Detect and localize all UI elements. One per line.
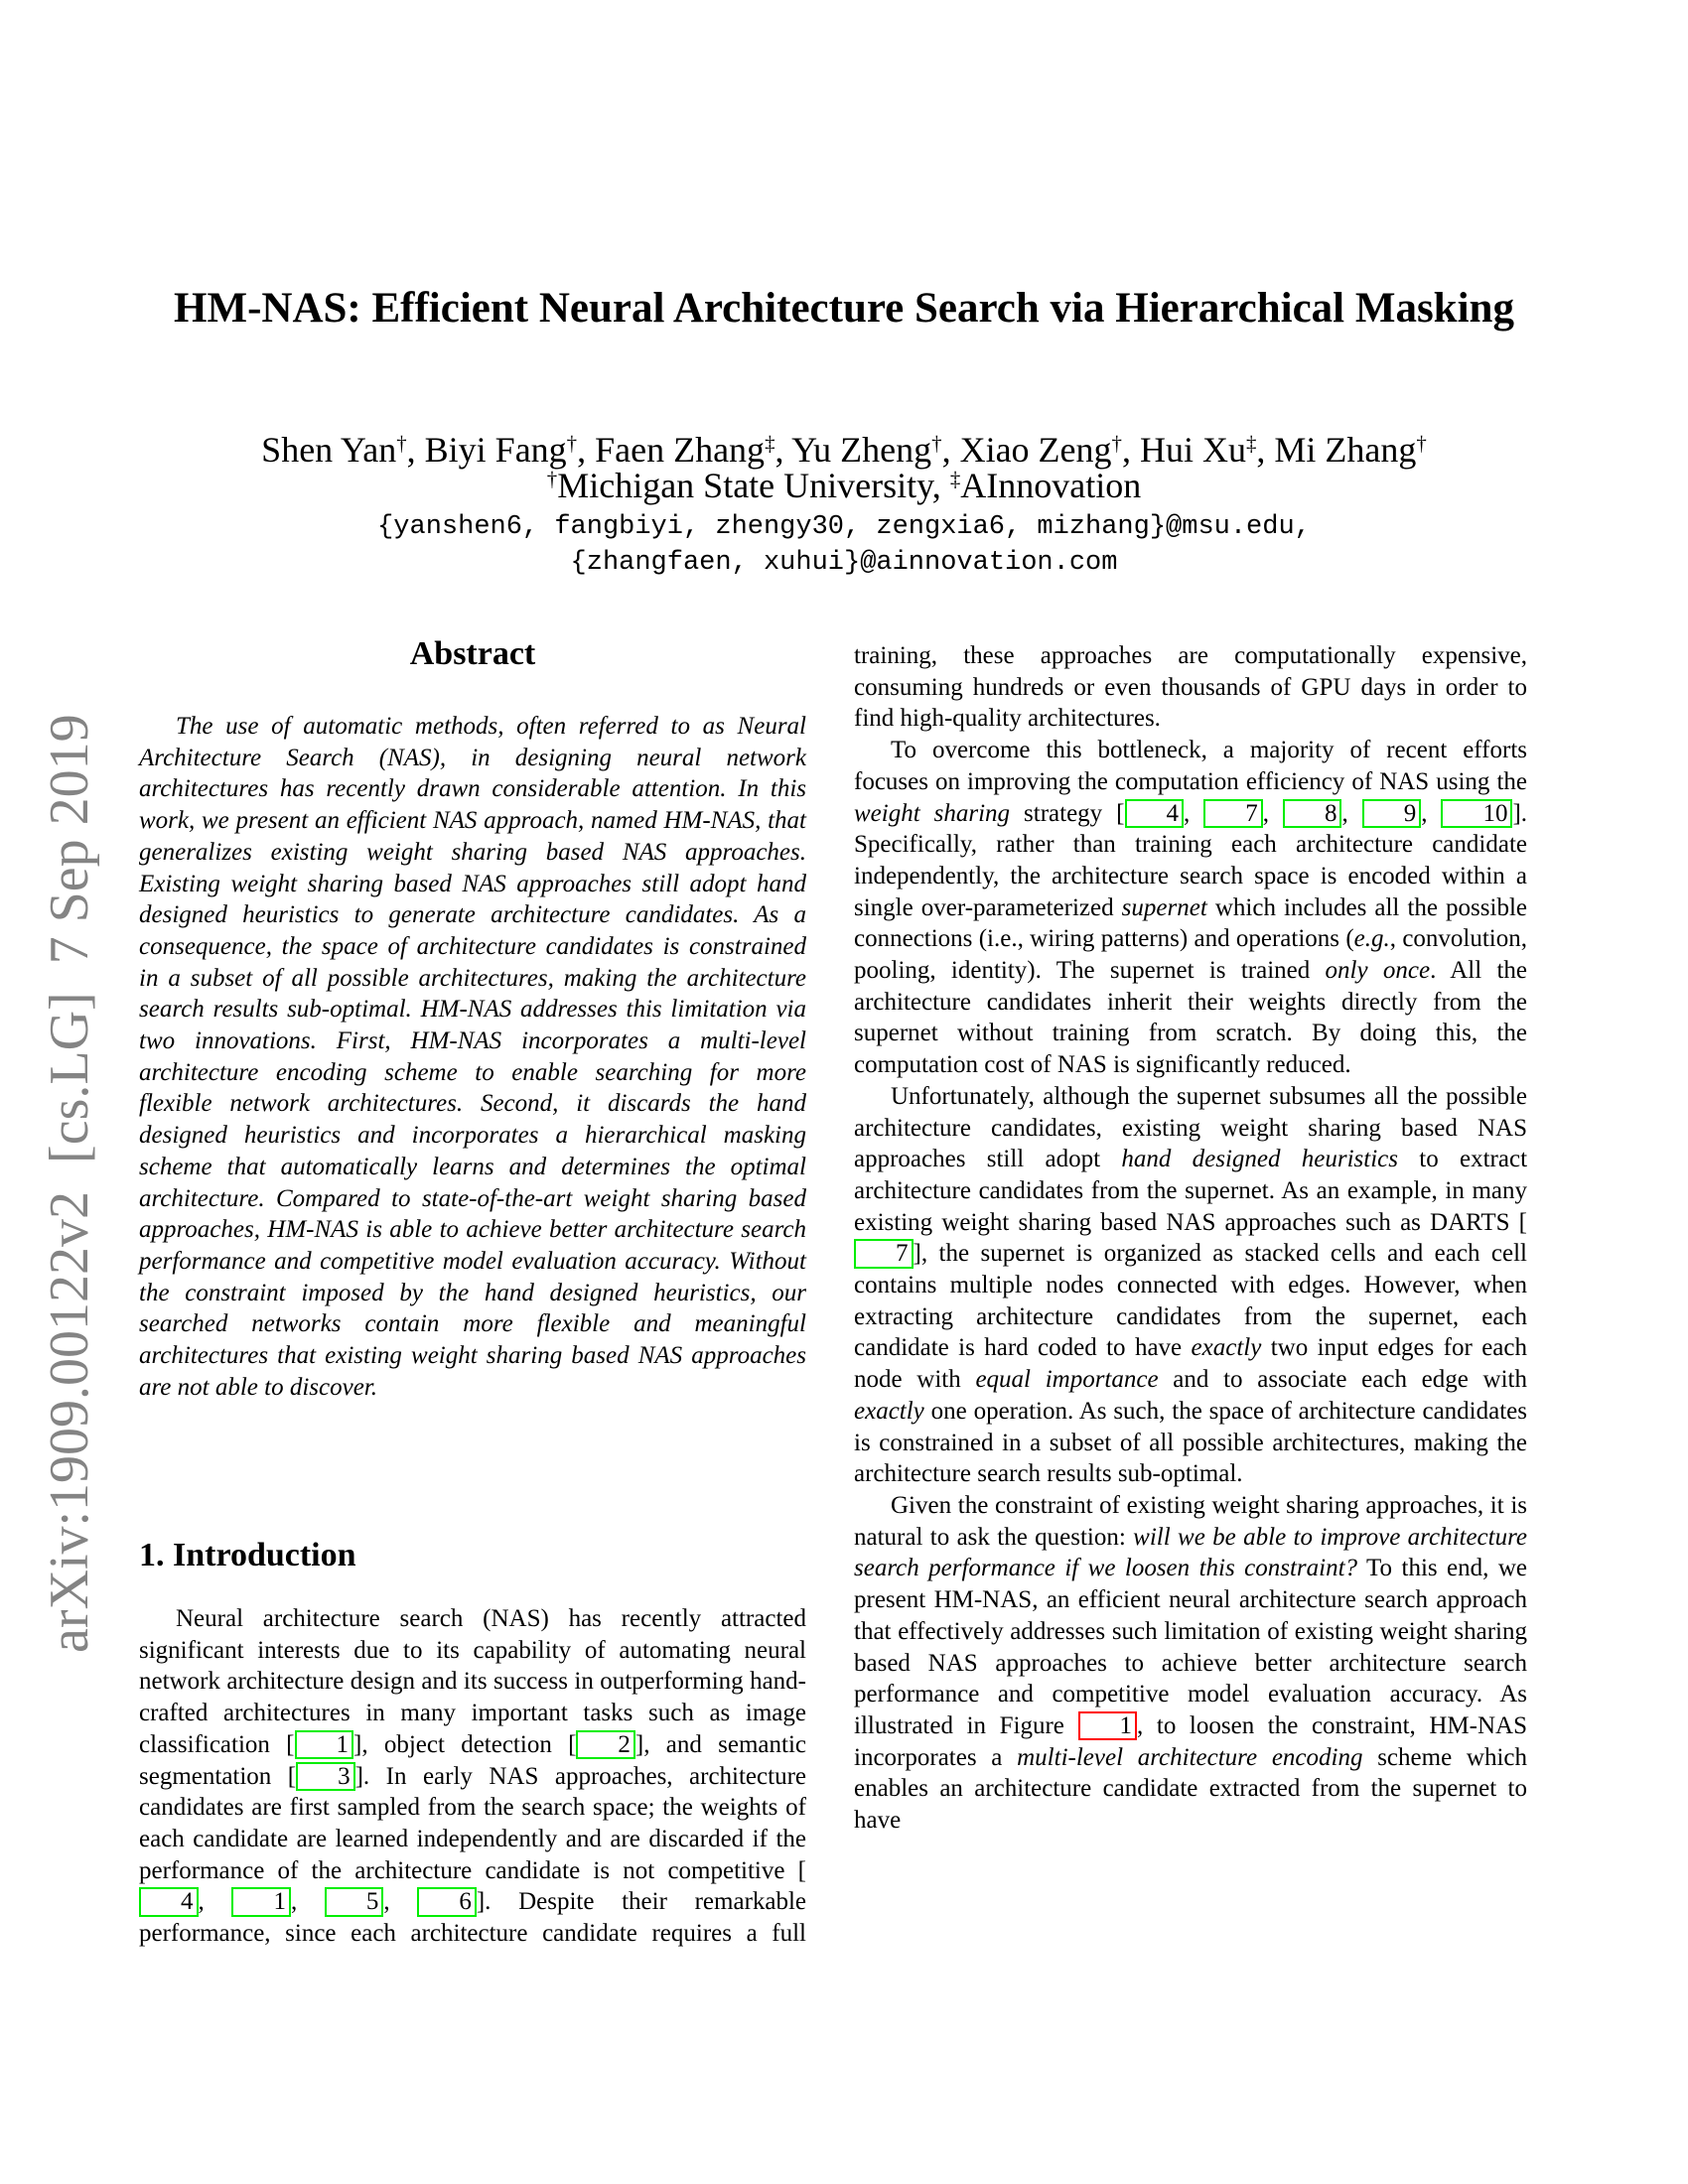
citation-link[interactable]: 9	[1362, 799, 1422, 829]
body-paragraph: training, these approaches are computationally expensive, consuming hundreds or even thousands of GPU days in order to find high-quality architectures.	[854, 642, 1527, 733]
affiliation-marker: ‡	[765, 431, 775, 456]
affiliation-marker: †	[546, 467, 558, 491]
citation-link[interactable]: 4	[1125, 799, 1185, 829]
body-paragraph: Unfortunately, although the supernet subsumes all the possible architecture candidates, existing weight sharing based NAS approaches still adopt hand designed heuristics to extract architecture candidates from the supernet. As an example, in many existing weight sharing based NAS approaches such as DARTS [7 ], the supernet is organized as stacked cells and each cell contains multiple nodes connected with edges. However, when extracting architecture candidates from the supernet, each candidate is hard coded to have exactly two input edges for each node with equal importance and to associate each edge with exactly one operation. As such, the space of architecture candidates is constrained in a subset of all possible architectures, making the architecture search results sub-optimal.	[854, 1082, 1528, 1488]
figure-ref-link[interactable]: 1	[1078, 1711, 1138, 1741]
affiliation-marker: ‡	[1245, 431, 1257, 456]
intro-column	[139, 1603, 806, 1950]
affiliation-marker: †	[1111, 431, 1122, 456]
body-paragraph: Given the constraint of existing weight sharing approaches, it is natural to ask the question: will we be able to improve architecture search performance if we loosen this constraint? To this end, we present HM-NAS, an efficient neural architecture search approach that effectively addresses such limitation of existing weight sharing based NAS approaches to achieve better architecture search performance and competitive model evaluation accuracy. As illustrated in Figure 1 , to loosen the constraint, HM-NAS incorporates a multi-level architecture encoding scheme which enables an architecture candidate extracted from the supernet to have	[854, 1491, 1527, 1835]
affiliation-marker: ‡	[949, 467, 961, 491]
citation-link[interactable]: 10	[1441, 799, 1512, 829]
citation-link[interactable]: 3	[296, 1762, 355, 1792]
citation-link[interactable]: 7	[1203, 799, 1263, 829]
abstract-heading: Abstract	[409, 635, 536, 672]
citation-link[interactable]: 2	[576, 1730, 635, 1760]
email-line-2: {zhangfaen, xuhui}@ainnovation.com	[570, 548, 1118, 578]
abstract-paragraph: The use of automatic methods, often referred to as Neural Architecture Search (NAS), in designing neural network architectures has recently drawn considerable attention. In this work, we present an efficient NAS approach, named HM-NAS, that generalizes existing weight sharing based NAS approaches. Existing weight sharing based NAS approaches still adopt hand designed heuristics to generate architecture candidates. As a consequence, the space of architecture candidates is constrained in a subset of all possible architectures, making the architecture search results sub-optimal. HM-NAS addresses this limitation via two innovations. First, HM-NAS incorporates a multi-level architecture encoding scheme to enable searching for more flexible network architectures. Second, it discards the hand designed heuristics and incorporates a hierarchical masking scheme that automatically learns and determines the optimal architecture. Compared to state-of-the-art weight sharing based approaches, HM-NAS is able to achieve better architecture search performance and competitive model evaluation accuracy. Without the constraint imposed by the hand designed heuristics, our searched networks contain more flexible and meaningful architectures that existing weight sharing based NAS approaches are not able to discover.	[139, 713, 806, 1401]
authors-line: Shen Yan†, Biyi Fang†, Faen Zhang‡, Yu Zheng†, Xiao Zeng†, Hui Xu‡, Mi Zhang†	[261, 430, 1427, 470]
introduction-heading: 1. Introduction	[139, 1537, 356, 1573]
affiliation-marker: †	[1416, 431, 1427, 456]
citation-link[interactable]: 1	[295, 1730, 354, 1760]
citation-link[interactable]: 4	[139, 1887, 199, 1917]
citation-link[interactable]: 5	[325, 1887, 384, 1917]
paper-title: HM-NAS: Efficient Neural Architecture Search via Hierarchical Masking	[174, 285, 1514, 332]
right-column	[854, 640, 1527, 1837]
citation-link[interactable]: 6	[417, 1887, 477, 1917]
abstract-text	[139, 711, 806, 1403]
affiliation-marker: †	[396, 431, 407, 456]
citation-link[interactable]: 1	[231, 1887, 291, 1917]
email-line-1: {yanshen6, fangbiyi, zhengy30, zengxia6, mizhang}@msu.edu,	[377, 512, 1311, 542]
citation-link[interactable]: 8	[1283, 799, 1342, 829]
affiliation-marker: †	[566, 431, 578, 456]
arxiv-stamp: arXiv:1909.00122v2 [cs.LG] 7 Sep 2019	[39, 714, 100, 1653]
body-paragraph: To overcome this bottleneck, a majority of recent efforts focuses on improving the computation efficiency of NAS using the weight sharing strategy [ 4 , 7 , 8 , 9 , 10 ]. Specifically, rather than training each architecture candidate independently, the architecture search space is encoded within a single over-parameterized supernet which includes all the possible connections (i.e., wiring patterns) and operations (e.g., convolution, pooling, identity). The supernet is trained only once. All the architecture candidates inherit their weights directly from the supernet without training from scratch. By doing this, the computation cost of NAS is significantly reduced.	[854, 737, 1528, 1079]
affiliation-line: †Michigan State University, ‡AInnovation	[546, 466, 1142, 505]
intro-paragraph: Neural architecture search (NAS) has recently attracted significant interests due to its capability of automating neural network architecture design and its success in outperforming hand-crafted architectures in many important tasks such as image classification [ 1 ], object detection [ 2 ], and semantic segmentation [ 3 ]. In early NAS approaches, architecture candidates are first sampled from the search space; the weights of each candidate are learned independently and are discarded if the performance of the architecture candidate is not competitive [4 , 1 , 5 , 6 ]. Despite their remarkable performance, since each architecture candidate requires a full	[139, 1605, 807, 1948]
affiliation-marker: †	[931, 431, 942, 456]
citation-link[interactable]: 7	[854, 1239, 914, 1269]
